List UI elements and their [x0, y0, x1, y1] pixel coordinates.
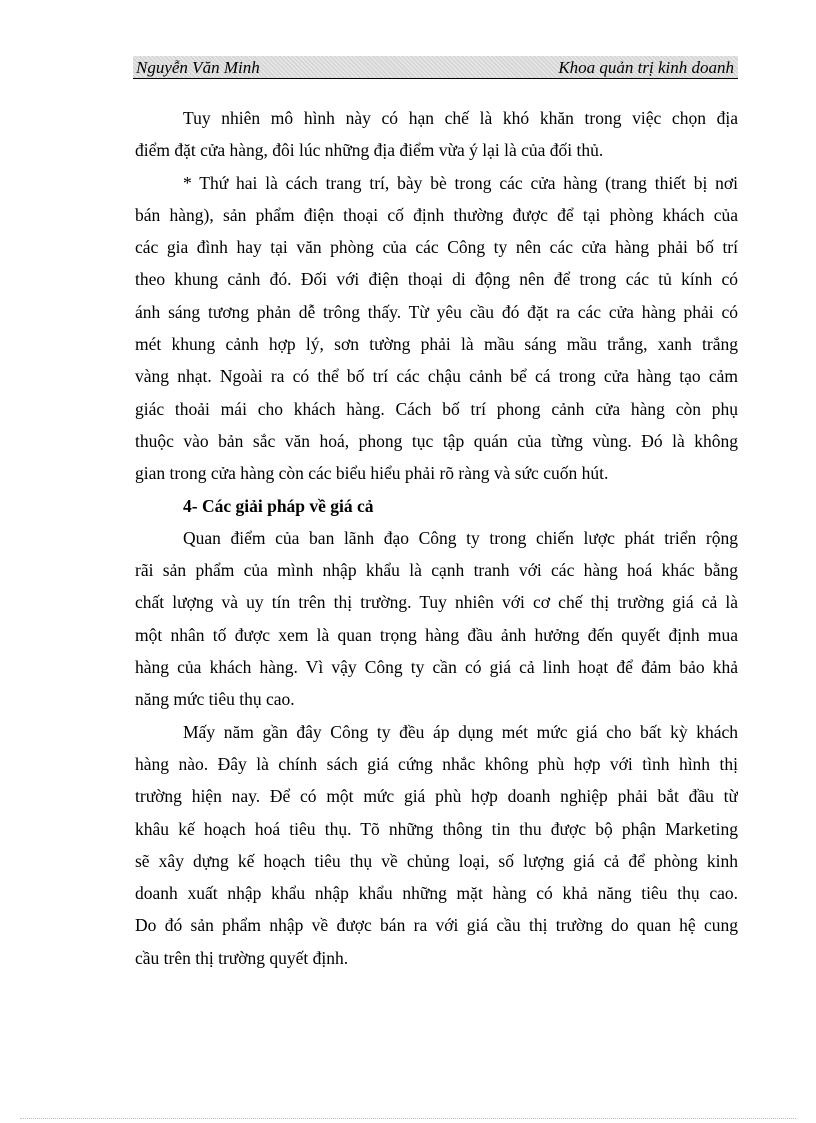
paragraph-line: hàng nào. Đây là chính sách giá cứng nhắc không phù hợp với tình hình thị: [135, 753, 738, 774]
paragraph-line: gian trong cửa hàng còn các biểu hiểu phải rõ ràng và sức cuốn hút.: [135, 463, 609, 484]
paragraph-line: khâu kế hoạch hoá tiêu thụ. Tõ những thông tin thu được bộ phận Marketing: [135, 818, 738, 839]
paragraph-line: giác thoải mái cho khách hàng. Cách bố trí phong cảnh cửa hàng còn phụ: [135, 398, 738, 419]
paragraph-line: cầu trên thị trường quyết định.: [135, 947, 349, 968]
paragraph-line: điểm đặt cửa hàng, đôi lúc những địa điểm vừa ý lại là của đối thủ.: [135, 140, 604, 161]
paragraph-line: vàng nhạt. Ngoài ra có thể bố trí các chậu cảnh bể cá trong cửa hàng tạo cảm: [135, 366, 738, 387]
section-heading: 4- Các giải pháp về giá cả: [183, 495, 374, 516]
paragraph-line: các gia đình hay tại văn phòng của các Công ty nên các cửa hàng phải bố trí: [135, 237, 738, 258]
header-divider: [133, 78, 738, 79]
body-text: [135, 102, 738, 974]
paragraph-line: * Thứ hai là cách trang trí, bày bè trong các cửa hàng (trang thiết bị nơi: [183, 172, 738, 193]
paragraph-line: Do đó sản phẩm nhập về được bán ra với giá cầu thị trường do quan hệ cung: [135, 915, 738, 936]
paragraph-line: thuộc vào bản sắc văn hoá, phong tục tập quán của từng vùng. Đó là không: [135, 430, 738, 451]
paragraph-line: bán hàng), sản phẩm điện thoại cố định thường được để tại phòng khách của: [135, 204, 738, 225]
paragraph-line: năng mức tiêu thụ cao.: [135, 689, 295, 710]
paragraph-line: sẽ xây dựng kế hoạch tiêu thụ về chủng loại, số lượng giá cả để phòng kinh: [135, 850, 738, 871]
paragraph-line: Quan điểm của ban lãnh đạo Công ty trong chiến lược phát triển rộng: [183, 527, 738, 548]
paragraph-line: theo khung cảnh đó. Đối với điện thoại di động nên để trong các tủ kính có: [135, 269, 738, 290]
paragraph-line: chất lượng và uy tín trên thị trường. Tuy nhiên với cơ chế thị trường giá cả là: [135, 592, 738, 613]
header-author: Nguyễn Văn Minh: [136, 58, 260, 77]
header-department: Khoa quản trị kinh doanh: [558, 58, 734, 77]
paragraph-line: trường hiện nay. Để có một mức giá phù hợp doanh nghiệp phải bắt đầu từ: [135, 786, 738, 807]
paragraph-line: một nhân tố được xem là quan trọng hàng đầu ảnh hưởng đến quyết định mua: [135, 624, 738, 645]
paragraph-line: Tuy nhiên mô hình này có hạn chế là khó khăn trong việc chọn địa: [183, 108, 738, 128]
paragraph-line: rãi sản phẩm của mình nhập khẩu là cạnh tranh với các hàng hoá khác bằng: [135, 560, 738, 581]
paragraph-line: doanh xuất nhập khẩu nhập khẩu những mặt hàng có khả năng tiêu thụ cao.: [135, 883, 738, 904]
page-bottom-border: [20, 1118, 796, 1119]
paragraph-line: Mấy năm gần đây Công ty đều áp dụng mét mức giá cho bất kỳ khách: [183, 721, 738, 742]
paragraph-line: ánh sáng tương phản dễ trông thấy. Từ yêu cầu đó đặt ra các cửa hàng phải có: [135, 301, 738, 322]
paragraph-line: hàng của khách hàng. Vì vậy Công ty cần có giá cả linh hoạt để đảm bảo khả: [135, 657, 738, 678]
paragraph-line: mét khung cảnh hợp lý, sơn tường phải là mầu sáng mầu trắng, xanh trắng: [135, 334, 738, 355]
